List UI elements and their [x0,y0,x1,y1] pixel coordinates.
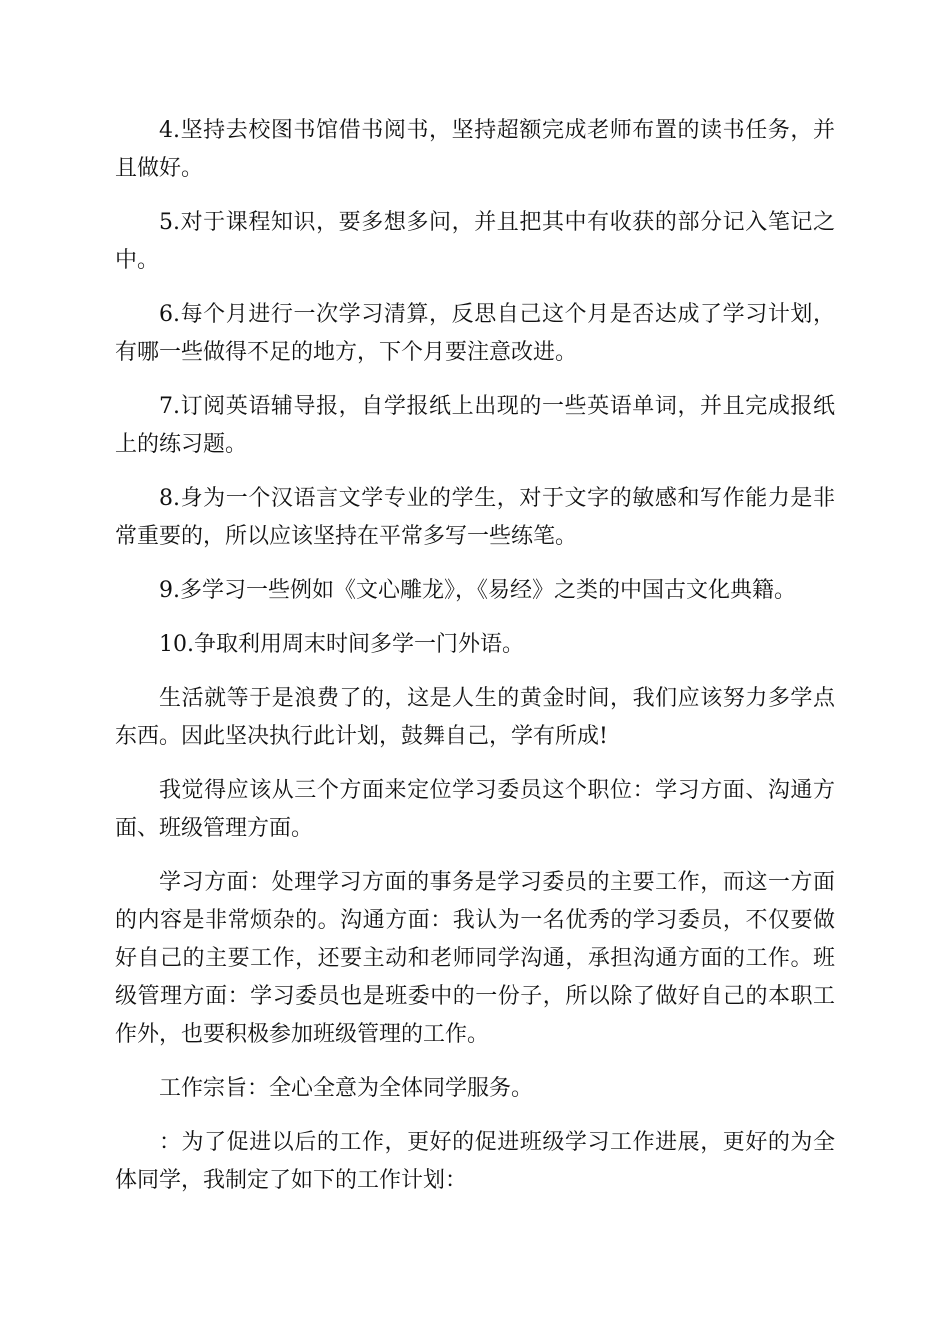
document-page [115,112,835,1216]
paragraph-item-5: 5.对于课程知识，要多想多问，并且把其中有收获的部分记入笔记之中。 [115,210,835,273]
paragraph-item-7: 7.订阅英语辅导报，自学报纸上出现的一些英语单词，并且完成报纸上的练习题。 [115,394,835,457]
paragraph-item-10: 10.争取利用周末时间多学一门外语。 [159,632,524,657]
paragraph-item-6: 6.每个月进行一次学习清算，反思自己这个月是否达成了学习计划，有哪一些做得不足的地方，下个月要注意改进。 [115,302,835,365]
paragraph-plan-intro: ：为了促进以后的工作，更好的促进班级学习工作进展，更好的为全体同学，我制定了如下的工作计划： [115,1130,835,1193]
paragraph-summary: 生活就等于是浪费了的，这是人生的黄金时间，我们应该努力多学点东西。因此坚决执行此计划，鼓舞自己，学有所成! [115,686,835,749]
paragraph-positioning: 我觉得应该从三个方面来定位学习委员这个职位：学习方面、沟通方面、班级管理方面。 [115,778,835,841]
paragraph-aspects: 学习方面：处理学习方面的事务是学习委员的主要工作，而这一方面的内容是非常烦杂的。沟通方面：我认为一名优秀的学习委员，不仅要做好自己的主要工作，还要主动和老师同学沟通，承担沟通方面的工作。班级管理方面：学习委员也是班委中的一份子，所以除了做好自己的本职工作外，也要积极参加班级管理的工作。 [115,870,835,1047]
paragraph-item-8: 8.身为一个汉语言文学专业的学生，对于文字的敏感和写作能力是非常重要的，所以应该坚持在平常多写一些练笔。 [115,486,835,549]
paragraph-purpose: 工作宗旨：全心全意为全体同学服务。 [159,1076,534,1101]
paragraph-item-9: 9.多学习一些例如《文心雕龙》，《易经》之类的中国古文化典籍。 [159,578,796,603]
paragraph-item-4: 4.坚持去校图书馆借书阅书，坚持超额完成老师布置的读书任务，并且做好。 [115,118,835,181]
